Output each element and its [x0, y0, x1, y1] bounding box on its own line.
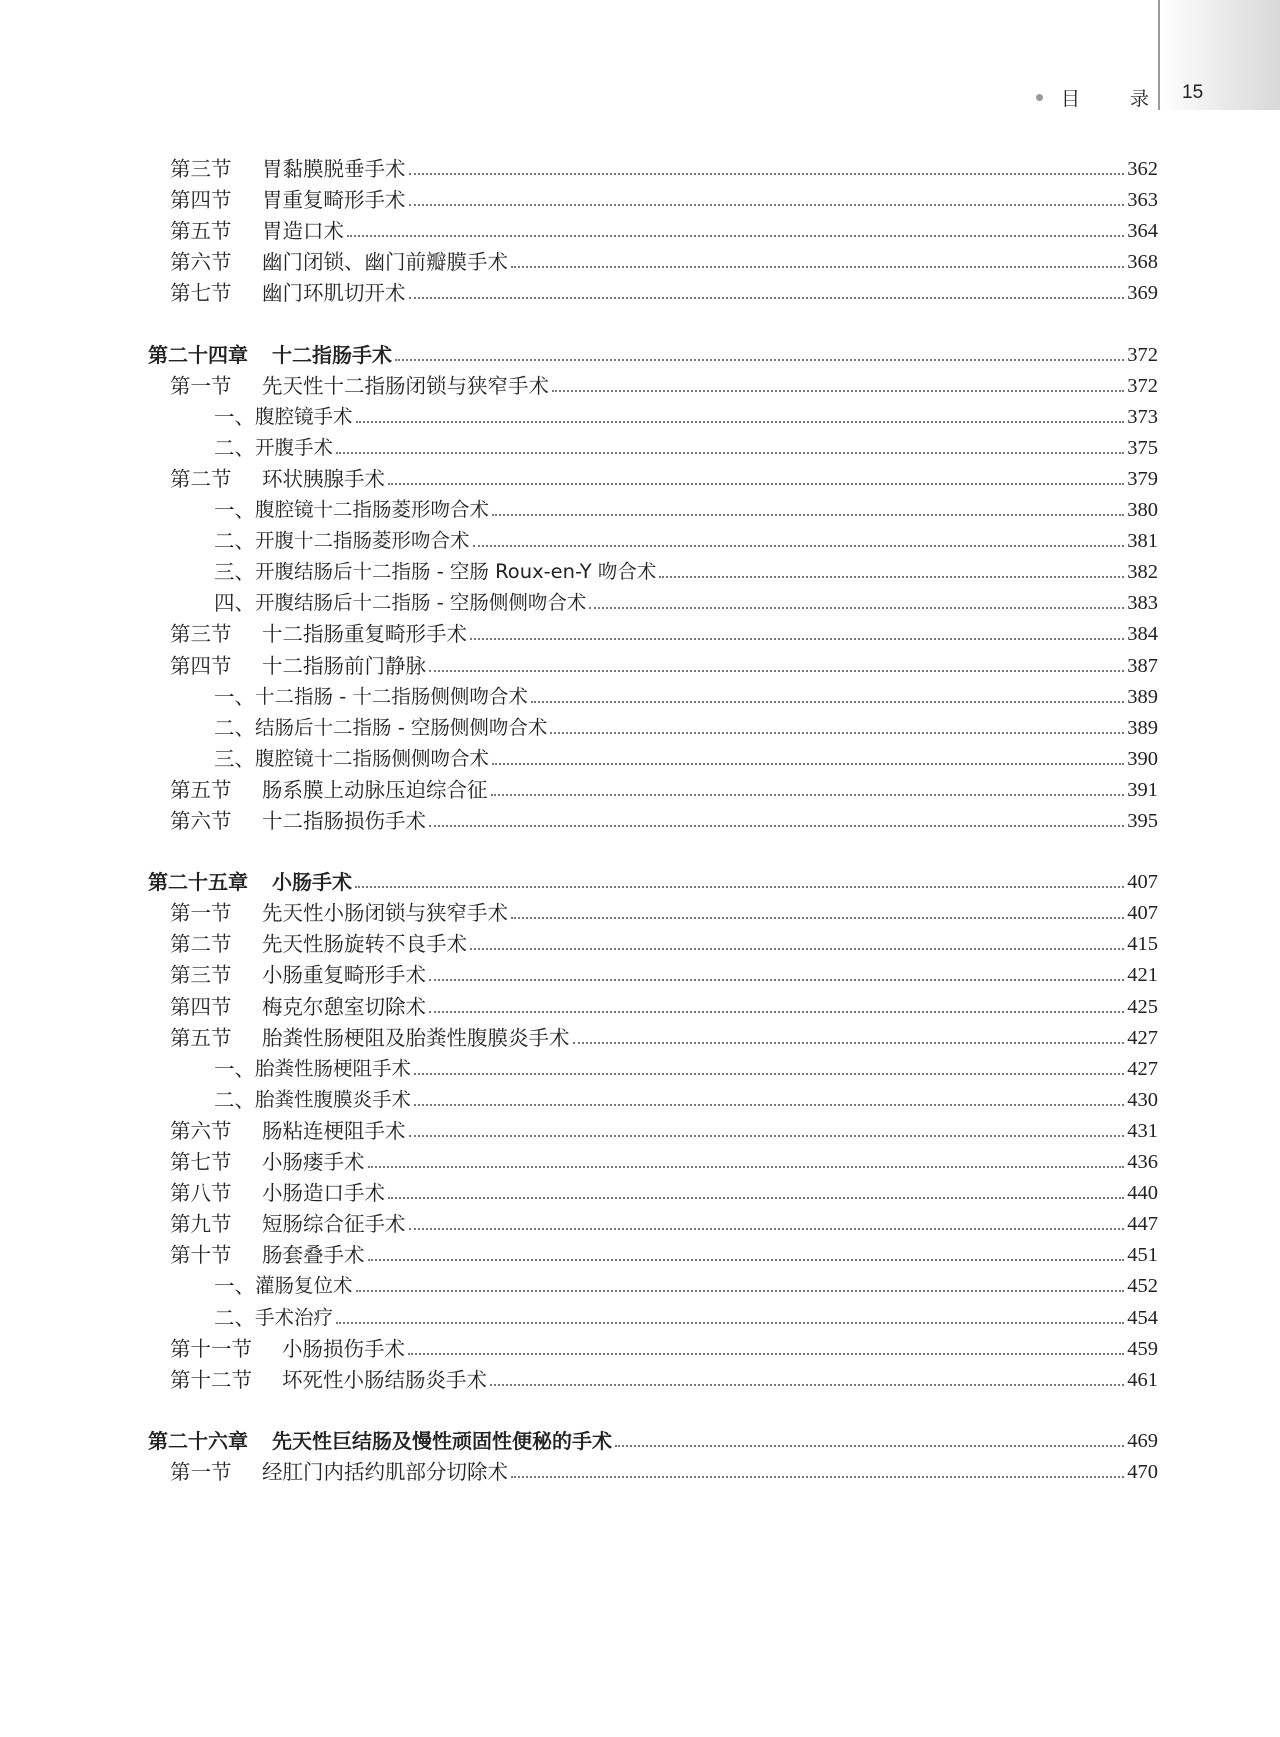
toc-item[interactable] [214, 581, 1158, 615]
entry-label: 第五节 [170, 219, 232, 244]
dot-leader [473, 545, 1125, 547]
entry-page-number: 372 [1127, 343, 1158, 366]
dot-leader [409, 1228, 1125, 1230]
page-corner-shade [1160, 0, 1280, 110]
entry-page-number: 373 [1127, 405, 1158, 428]
entry-title: 十二指肠 - 十二指肠侧侧吻合术 [255, 684, 528, 708]
toc-section[interactable] [170, 922, 1158, 956]
toc-item[interactable] [214, 675, 1158, 709]
dot-leader [429, 979, 1124, 981]
entry-title: 腹腔镜十二指肠侧侧吻合术 [255, 746, 490, 770]
toc-section[interactable] [170, 209, 1158, 243]
dot-leader [395, 359, 1124, 361]
dot-leader [511, 917, 1124, 919]
entry-label: 第九节 [170, 1212, 232, 1237]
entry-label: 第二节 [170, 932, 232, 957]
entry-title: 胎粪性肠梗阻手术 [255, 1056, 412, 1080]
entry-title: 腹腔镜手术 [255, 404, 353, 428]
entry-title: 十二指肠损伤手术 [262, 809, 426, 833]
toc-section[interactable] [170, 1202, 1158, 1236]
dot-leader [356, 1290, 1125, 1292]
dot-leader [573, 1042, 1125, 1044]
dot-leader [409, 173, 1125, 175]
dot-leader [429, 670, 1124, 672]
toc-section[interactable] [170, 1016, 1158, 1050]
entry-page-number: 431 [1127, 1119, 1158, 1142]
entry-title: 十二指肠前门静脉 [262, 653, 426, 678]
toc-section[interactable] [170, 768, 1158, 802]
entry-label: 第四节 [170, 994, 232, 1019]
entry-page-number: 372 [1127, 374, 1158, 397]
entry-title: 梅克尔憩室切除术 [262, 994, 426, 1019]
entry-label: 第六节 [170, 809, 232, 833]
dot-leader [409, 1135, 1125, 1137]
dot-leader [355, 886, 1124, 888]
entry-label: 第二十四章 [148, 342, 248, 367]
toc-section[interactable] [170, 799, 1158, 833]
entry-label: 二、 [214, 1087, 255, 1112]
dot-leader [659, 576, 1124, 578]
entry-label: 一、 [214, 1274, 255, 1299]
toc-section[interactable] [170, 1171, 1158, 1205]
toc-section[interactable] [170, 1140, 1158, 1174]
entry-title: 环状胰腺手术 [262, 466, 385, 491]
entry-page-number: 461 [1127, 1368, 1158, 1391]
entry-label: 第十二节 [170, 1367, 252, 1392]
toc-chapter[interactable] [148, 1419, 1158, 1453]
dot-leader [409, 204, 1125, 206]
entry-label: 第三节 [170, 622, 232, 647]
entry-title: 小肠造口手术 [262, 1181, 385, 1206]
entry-page-number: 459 [1127, 1337, 1158, 1360]
dot-leader [429, 825, 1124, 827]
running-header [1036, 82, 1204, 112]
toc-section[interactable] [170, 1233, 1158, 1267]
toc-item[interactable] [214, 1296, 1158, 1330]
entry-page-number: 389 [1127, 685, 1158, 708]
entry-label: 第一节 [170, 373, 232, 398]
toc-item[interactable] [214, 706, 1158, 740]
entry-title: 开腹结肠后十二指肠 - 空肠 Roux-en-Y 吻合术 [255, 560, 657, 584]
entry-title: 开腹手术 [255, 435, 334, 459]
entry-title: 胃造口术 [262, 219, 344, 244]
toc-item[interactable] [214, 1078, 1158, 1112]
entry-title: 小肠重复畸形手术 [262, 963, 426, 988]
entry-page-number: 447 [1127, 1213, 1158, 1236]
entry-page-number: 387 [1127, 654, 1158, 677]
entry-page-number: 427 [1127, 1026, 1158, 1049]
entry-label: 三、 [214, 560, 255, 585]
entry-page-number: 469 [1127, 1429, 1158, 1452]
dot-leader [490, 1384, 1124, 1386]
dot-leader [336, 1322, 1124, 1324]
entry-page-number: 430 [1127, 1088, 1158, 1111]
entry-title: 开腹十二指肠菱形吻合术 [255, 529, 470, 553]
entry-title: 手术治疗 [255, 1305, 334, 1329]
entry-label: 第六节 [170, 250, 232, 275]
entry-page-number: 451 [1127, 1244, 1158, 1267]
entry-title: 幽门环肌切开术 [262, 281, 406, 306]
entry-title: 开腹结肠后十二指肠 - 空肠侧侧吻合术 [255, 591, 587, 615]
entry-title: 先天性十二指肠闭锁与狭窄手术 [262, 373, 549, 398]
toc-item[interactable] [214, 488, 1158, 522]
entry-title: 灌肠复位术 [255, 1274, 353, 1298]
entry-page-number: 407 [1127, 871, 1158, 894]
toc-section[interactable] [170, 1327, 1158, 1361]
dot-leader [589, 607, 1124, 609]
entry-page-number: 383 [1127, 592, 1158, 615]
dot-leader [414, 1104, 1124, 1106]
entry-title: 十二指肠重复畸形手术 [262, 622, 467, 647]
bullet-icon [1036, 94, 1043, 101]
toc-section[interactable] [170, 457, 1158, 491]
entry-title: 肠系膜上动脉压迫综合征 [262, 777, 488, 802]
entry-label: 四、 [214, 591, 255, 616]
dot-leader [470, 948, 1124, 950]
entry-title: 小肠手术 [272, 870, 352, 895]
entry-label: 第一节 [170, 901, 232, 926]
toc-item[interactable] [214, 395, 1158, 429]
dot-leader [492, 514, 1124, 516]
dot-leader [511, 1476, 1124, 1478]
entry-page-number: 470 [1127, 1460, 1158, 1483]
entry-page-number: 407 [1127, 902, 1158, 925]
dot-leader [511, 266, 1124, 268]
dot-leader [414, 1073, 1124, 1075]
entry-label: 第四节 [170, 188, 232, 213]
entry-page-number: 452 [1127, 1275, 1158, 1298]
toc-section[interactable] [170, 147, 1158, 181]
dot-leader [615, 1445, 1124, 1447]
page-number: 15 [1182, 82, 1204, 103]
dot-leader [356, 421, 1125, 423]
entry-page-number: 427 [1127, 1057, 1158, 1080]
entry-page-number: 381 [1127, 530, 1158, 553]
entry-page-number: 380 [1127, 499, 1158, 521]
dot-leader [409, 297, 1125, 299]
entry-label: 第五节 [170, 1025, 232, 1050]
toc-section[interactable] [170, 644, 1158, 678]
entry-page-number: 364 [1127, 220, 1158, 243]
entry-page-number: 379 [1127, 467, 1158, 490]
entry-page-number: 391 [1127, 778, 1158, 801]
entry-title: 先天性巨结肠及慢性顽固性便秘的手术 [272, 1428, 612, 1453]
entry-title: 先天性肠旋转不良手术 [262, 932, 467, 957]
dot-leader [550, 732, 1124, 734]
toc-section[interactable] [170, 271, 1158, 305]
entry-label: 第一节 [170, 1459, 232, 1484]
entry-title: 先天性小肠闭锁与狭窄手术 [262, 901, 508, 926]
toc-item[interactable] [214, 1047, 1158, 1081]
entry-label: 第三节 [170, 963, 232, 988]
entry-page-number: 384 [1127, 623, 1158, 646]
entry-title: 幽门闭锁、幽门前瓣膜手术 [262, 250, 508, 275]
entry-page-number: 369 [1127, 282, 1158, 305]
toc-item[interactable] [214, 737, 1158, 771]
entry-title: 短肠综合征手术 [262, 1212, 406, 1237]
header-title: 目 录 [1061, 87, 1172, 110]
entry-label: 第八节 [170, 1181, 232, 1206]
entry-label: 第十一节 [170, 1336, 252, 1361]
toc-item[interactable] [214, 1264, 1158, 1298]
entry-page-number: 454 [1127, 1306, 1158, 1329]
entry-label: 第二节 [170, 466, 232, 491]
entry-page-number: 375 [1127, 436, 1158, 459]
entry-page-number: 421 [1127, 964, 1158, 987]
dot-leader [368, 1166, 1125, 1168]
entry-page-number: 368 [1127, 251, 1158, 274]
entry-title: 胃黏膜脱垂手术 [262, 157, 406, 181]
dot-leader [531, 701, 1124, 703]
entry-label: 第七节 [170, 1150, 232, 1174]
entry-title: 坏死性小肠结肠炎手术 [282, 1367, 487, 1392]
toc-chapter[interactable] [148, 860, 1158, 894]
entry-label: 一、 [214, 498, 255, 522]
entry-label: 二、 [214, 529, 255, 554]
dot-leader [470, 638, 1124, 640]
entry-page-number: 362 [1127, 158, 1158, 180]
entry-label: 三、 [214, 746, 255, 771]
entry-label: 一、 [214, 1056, 255, 1081]
entry-label: 第六节 [170, 1118, 232, 1143]
entry-page-number: 389 [1127, 716, 1158, 739]
entry-title: 腹腔镜十二指肠菱形吻合术 [255, 498, 490, 521]
entry-title: 胎粪性肠梗阻及胎粪性腹膜炎手术 [262, 1025, 570, 1050]
dot-leader [388, 483, 1124, 485]
toc-section[interactable] [170, 612, 1158, 646]
entry-label: 二、 [214, 1305, 255, 1330]
entry-page-number: 425 [1127, 995, 1158, 1018]
entry-title: 经肛门内括约肌部分切除术 [262, 1459, 508, 1484]
dot-leader [491, 794, 1125, 796]
toc-section[interactable] [170, 1450, 1158, 1484]
toc-section[interactable] [170, 1358, 1158, 1392]
entry-page-number: 395 [1127, 810, 1158, 832]
toc-section[interactable] [170, 1109, 1158, 1143]
entry-page-number: 390 [1127, 747, 1158, 770]
toc-chapter[interactable] [148, 333, 1158, 367]
entry-title: 肠粘连梗阻手术 [262, 1118, 406, 1143]
toc-section[interactable] [170, 364, 1158, 398]
entry-label: 第四节 [170, 653, 232, 678]
toc-section[interactable] [170, 985, 1158, 1019]
entry-title: 胎粪性腹膜炎手术 [255, 1087, 412, 1111]
dot-leader [388, 1197, 1124, 1199]
entry-title: 十二指肠手术 [272, 342, 392, 367]
dot-leader [429, 1011, 1124, 1013]
entry-label: 一、 [214, 684, 255, 709]
entry-page-number: 382 [1127, 561, 1158, 584]
entry-page-number: 436 [1127, 1151, 1158, 1173]
dot-leader [368, 1259, 1125, 1261]
entry-label: 一、 [214, 404, 255, 429]
entry-page-number: 440 [1127, 1182, 1158, 1205]
toc-item[interactable] [214, 426, 1158, 460]
dot-leader [347, 235, 1124, 237]
entry-label: 第五节 [170, 777, 232, 802]
dot-leader [408, 1353, 1124, 1355]
toc-item[interactable] [214, 550, 1158, 584]
entry-title: 结肠后十二指肠 - 空肠侧侧吻合术 [255, 715, 548, 739]
entry-label: 第七节 [170, 281, 232, 306]
toc-section[interactable] [170, 178, 1158, 212]
dot-leader [492, 763, 1124, 765]
toc-section[interactable] [170, 240, 1158, 274]
entry-title: 胃重复畸形手术 [262, 188, 406, 213]
entry-page-number: 363 [1127, 189, 1158, 212]
dot-leader [336, 452, 1124, 454]
entry-label: 第三节 [170, 157, 232, 181]
entry-label: 二、 [214, 715, 255, 740]
toc-section[interactable] [170, 953, 1158, 987]
entry-title: 小肠损伤手术 [282, 1336, 405, 1361]
entry-page-number: 415 [1127, 933, 1158, 956]
entry-label: 第二十五章 [148, 870, 248, 895]
entry-title: 小肠瘘手术 [262, 1150, 365, 1174]
dot-leader [552, 390, 1124, 392]
toc-item[interactable] [214, 519, 1158, 553]
entry-label: 第十节 [170, 1243, 232, 1268]
entry-label: 二、 [214, 435, 255, 460]
entry-label: 第二十六章 [148, 1428, 248, 1453]
entry-title: 肠套叠手术 [262, 1243, 365, 1268]
toc-section[interactable] [170, 891, 1158, 925]
